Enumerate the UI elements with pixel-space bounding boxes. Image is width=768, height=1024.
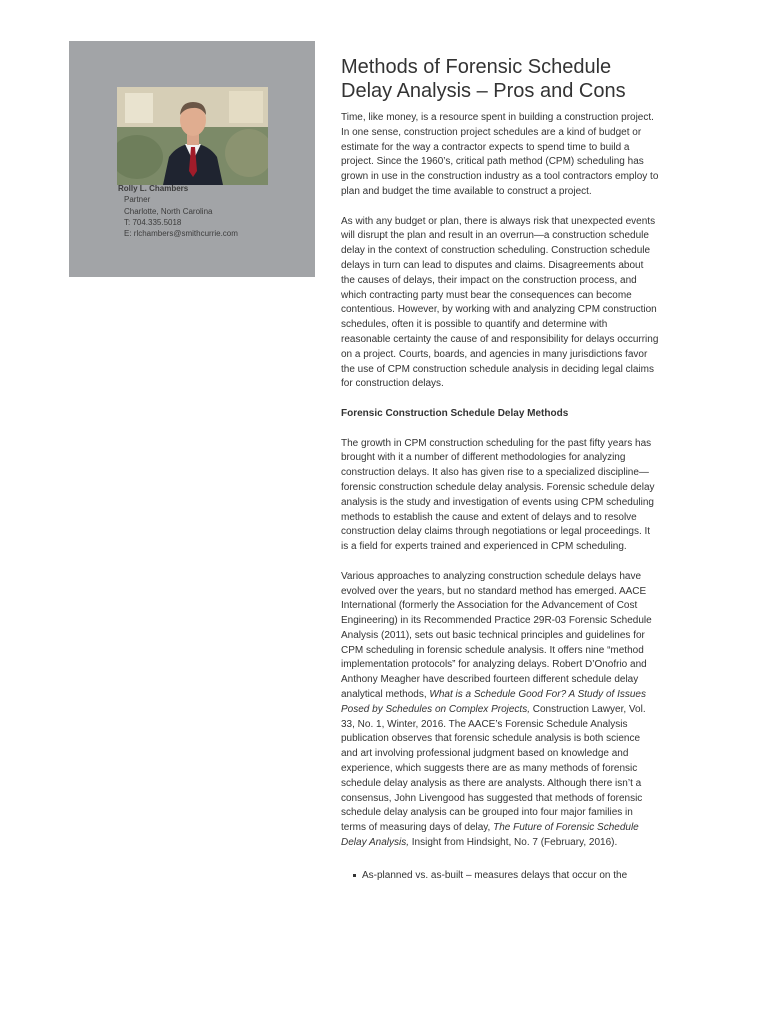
paragraph-4 [341, 570, 659, 851]
author-email[interactable]: E: rlchambers@smithcurrie.com [124, 229, 238, 238]
author-name: Rolly L. Chambers [118, 184, 189, 193]
list-item-text: As-planned vs. as-built – measures delays that occur on the [362, 869, 628, 881]
paragraph-1: Time, like money, is a resource spent in building a construction project. In one sense, construction project schedules are a kind of budget or estimate for the way a contractor expects to spend time to build a project. Since the 1960’s, critical path method (CPM) scheduling has grown in use in the construction industry as a tool contractors employ to plan and budget the time available to construct a project. [341, 112, 659, 197]
article [341, 55, 659, 884]
list-item [341, 869, 659, 884]
bullet-icon [353, 874, 356, 877]
author-photo [117, 87, 268, 185]
paragraph-3: The growth in CPM construction scheduling for the past fifty years has brought with it a number of different methodologies for analyzing construction delays. It also has given rise to a specialized discipline—forensic construction schedule delay analysis. Forensic schedule delay analysis is the study and investigation of events using CPM scheduling methods to establish the cause and extent of delays and to resolve construction delay claims through negotiations or legal proceedings. It is a field for experts trained and experienced in CPM scheduling. [341, 437, 655, 553]
author-location: Charlotte, North Carolina [124, 207, 213, 216]
article-title: Methods of Forensic Schedule Delay Analysis – Pros and Cons [341, 56, 626, 102]
author-role: Partner [124, 195, 151, 204]
paragraph-4-part-b: Construction Lawyer, Vol. 33, No. 1, Winter, 2016. The AACE’s Forensic Schedule Analysis publication observes that forensic schedule analysis is both science and art involving professional judgment based on knowledge and experience, which suggests there are as many methods of forensic schedule delay analysis as there are analysts. Although there isn’t a consensus, John Livengood has suggested that methods of forensic schedule delay analysis can be grouped into four major families in terms of measuring days of delay, [341, 703, 646, 834]
citation-future-forensic: The Future of Forensic Schedule Delay Analysis, [341, 822, 639, 849]
methods-list [341, 869, 659, 884]
paragraph-2: As with any budget or plan, there is always risk that unexpected events will disrupt the plan and result in an overrun—a construction schedule delay in the context of construction scheduling. Construction schedule delays in turn can lead to disputes and claims. Disagreements about the causes of delays, their impact on the construction process, and which contracting party must bear the consequences can become contentious. However, by working with and analyzing CPM construction schedules, often it is possible to quantify and determine with reasonable certainty the cause of and responsibility for delays occurring on a project. Courts, boards, and agencies in many jurisdictions favor the use of CPM construction schedule analysis in deciding legal claims for construction delays. [341, 215, 659, 390]
author-phone[interactable]: T: 704.335.5018 [124, 218, 182, 227]
author-card [69, 41, 315, 277]
section-heading: Forensic Construction Schedule Delay Methods [341, 407, 569, 419]
paragraph-4-part-c: Insight from Hindsight, No. 7 (February, 2016). [409, 837, 618, 849]
citation-schedule-good-for: What is a Schedule Good For? A Study of Issues Posed by Schedules on Complex Projects, [341, 689, 646, 715]
paragraph-4-part-a: Various approaches to analyzing construction schedule delays have evolved over the years, but no standard method has emerged. AACE International (formerly the Association for the Advancement of Cost Engineering) in its Recommended Practice 29R-03 Forensic Schedule Analysis (2011), sets out basic technical principles and guidelines for CPM scheduling in forensic schedule analysis. It offers nine “method implementation protocols” for analyzing delays. Robert D’Onofrio and Anthony Meagher have described fourteen different schedule delay analytical methods, [341, 570, 652, 701]
